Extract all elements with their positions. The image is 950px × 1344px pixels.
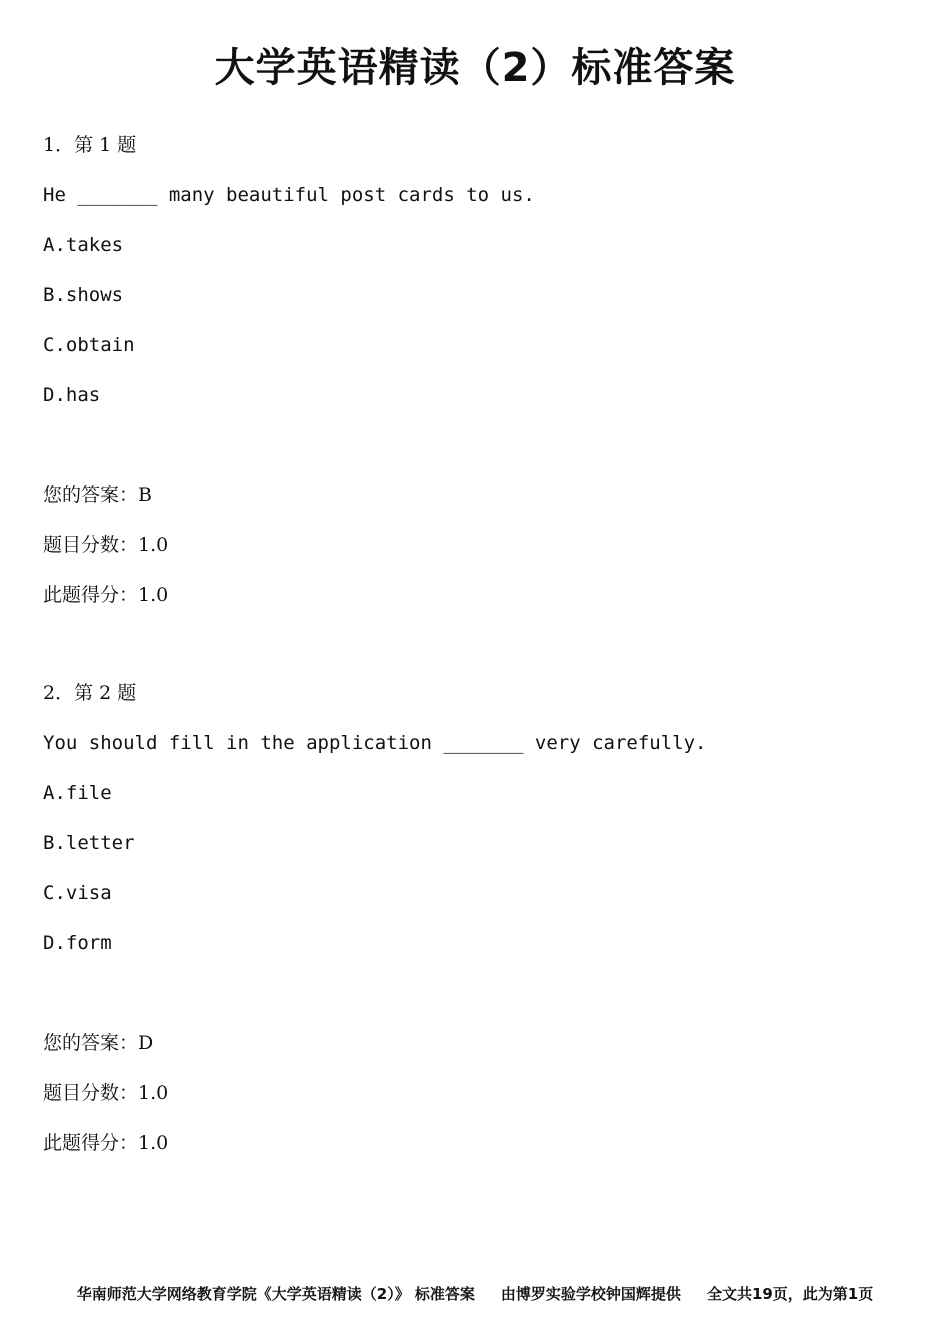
question-heading: 1．第 1 题 [43, 134, 137, 156]
your-answer: 您的答案：D [43, 1032, 154, 1054]
question-stem: You should fill in the application _______ very carefully. [43, 732, 707, 754]
question-heading: 2．第 2 题 [43, 682, 137, 704]
option-d: D.form [43, 932, 112, 954]
option-c: C.obtain [43, 334, 135, 356]
question-score: 题目分数：1.0 [43, 1082, 169, 1104]
footer-provider: 由博罗实验学校钟国辉提供 [500, 1285, 681, 1303]
question-stem: He _______ many beautiful post cards to us. [43, 184, 535, 206]
footer-page-info: 全文共19页，此为第1页 [706, 1285, 874, 1303]
question-score: 题目分数：1.0 [43, 534, 169, 556]
document-title: 大学英语精读（2）标准答案 [214, 45, 736, 91]
earned-score: 此题得分：1.0 [43, 1132, 169, 1154]
question-1 [43, 125, 923, 625]
option-c: C.visa [43, 882, 112, 904]
question-2 [43, 673, 923, 1173]
earned-score: 此题得分：1.0 [43, 584, 169, 606]
spacer [43, 973, 923, 1023]
option-a: A.takes [43, 234, 124, 256]
option-b: B.shows [43, 284, 124, 306]
your-answer: 您的答案：B [43, 484, 152, 506]
footer-institution: 华南师范大学网络教育学院《大学英语精读（2）》 标准答案 [76, 1285, 475, 1303]
spacer [43, 425, 923, 475]
option-a: A.file [43, 782, 112, 804]
option-d: D.has [43, 384, 101, 406]
option-b: B.letter [43, 832, 135, 854]
page-footer [0, 1280, 950, 1308]
